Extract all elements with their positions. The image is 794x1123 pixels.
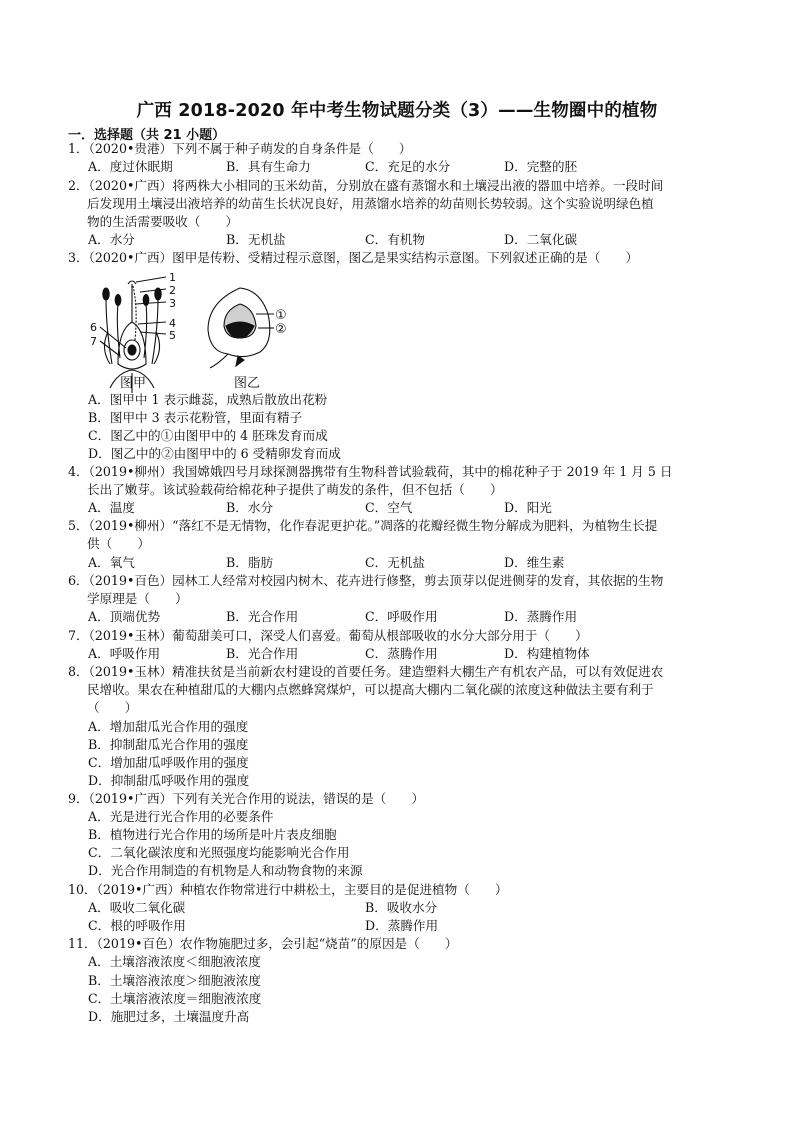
fruit-label-1: ①: [275, 308, 287, 323]
question-9-option-c: C．二氧化碳浓度和光照强度均能影响光合作用: [88, 845, 350, 860]
question-3-figure: [88, 268, 318, 396]
question-3-option-d: D．图乙中的②由图甲中的 6 受精卵发育而成: [88, 446, 341, 461]
question-10-stem: 10．（2019•广西）种植农作物常进行中耕松土，主要目的是促进植物（ ）: [68, 882, 508, 897]
question-7-option-c: C．蒸腾作用: [365, 646, 438, 661]
flower-label-6: 6: [90, 321, 97, 334]
question-5-option-b: B．脂肪: [226, 555, 274, 570]
question-9-option-a: A．光是进行光合作用的必要条件: [88, 809, 274, 824]
figure-label-yi: 图乙: [234, 376, 261, 391]
question-4-option-a: A．温度: [88, 500, 135, 515]
question-9-option-b: B．植物进行光合作用的场所是叶片表皮细胞: [88, 827, 337, 842]
question-4-option-b: B．水分: [226, 500, 274, 515]
question-11-option-a: A．土壤溶液浓度＜细胞液浓度: [88, 954, 261, 969]
question-8-option-b: B．抑制甜瓜光合作用的强度: [88, 737, 249, 752]
question-8-stem-line3: （ ）: [87, 700, 138, 715]
question-2-stem: 2．（2020•广西）将两株大小相同的玉米幼苗，分别放在盛有蒸馏水和土壤浸出液的器皿中培养。一段时间: [68, 178, 664, 193]
question-11-option-b: B．土壤溶液浓度＞细胞液浓度: [88, 973, 261, 988]
question-5-option-a: A．氧气: [88, 555, 135, 570]
question-3-stem: 3．（2020•广西）图甲是传粉、受精过程示意图，图乙是果实结构示意图。下列叙述正确的是（ ）: [68, 250, 639, 265]
question-11-option-c: C．土壤溶液浓度＝细胞液浓度: [88, 991, 262, 1006]
question-5-stem-line2: 供（ ）: [87, 536, 150, 551]
question-6-option-d: D．蒸腾作用: [504, 609, 578, 624]
question-3-option-a: A．图甲中 1 表示雌蕊，成熟后散放出花粉: [88, 392, 328, 407]
question-1-option-c: C．充足的水分: [365, 159, 451, 174]
question-7-option-d: D．构建植物体: [504, 646, 590, 661]
flower-label-4: 4: [169, 317, 176, 330]
question-1-option-d: D．完整的胚: [504, 159, 578, 174]
question-11-stem: 11．（2019•百色）农作物施肥过多，会引起“烧苗”的原因是（ ）: [68, 936, 458, 951]
question-9-stem: 9．（2019•广西）下列有关光合作用的说法，错误的是（ ）: [68, 791, 425, 806]
question-6-option-c: C．呼吸作用: [365, 609, 438, 624]
question-2-stem-line2: 后发现用土壤浸出液培养的幼苗生长状况良好，用蒸馏水培养的幼苗则长势较弱。这个实验说明绿色植: [87, 196, 654, 211]
question-3-option-c: C．图乙中的①由图甲中的 4 胚珠发育而成: [88, 428, 328, 443]
question-5-stem: 5．（2019•柳州）“落红不是无情物，化作春泥更护花。”凋落的花瓣经微生物分解成为肥料，为植物生长提: [68, 518, 658, 533]
question-1-stem: 1．（2020•贵港）下列不属于种子萌发的自身条件是（ ）: [68, 141, 412, 156]
question-10-option-d: D．蒸腾作用: [365, 918, 439, 933]
flower-label-7: 7: [90, 335, 97, 348]
question-8-option-d: D．抑制甜瓜呼吸作用的强度: [88, 773, 250, 788]
question-2-option-d: D．二氧化碳: [504, 232, 578, 247]
flower-label-1: 1: [169, 271, 176, 284]
question-1-option-a: A．度过休眠期: [88, 159, 173, 174]
question-2-stem-line3: 物的生活需要吸收（ ）: [87, 214, 239, 229]
question-6-stem: 6．（2019•百色）园林工人经常对校园内树木、花卉进行修整，剪去顶芽以促进侧芽的发育，其依据的生物: [68, 573, 664, 588]
page-title: 广西 2018-2020 年中考生物试题分类（3）——生物圈中的植物: [136, 101, 658, 121]
question-7-stem: 7．（2019•玉林）葡萄甜美可口，深受人们喜爱。葡萄从根部吸收的水分大部分用于（ ）: [68, 628, 588, 643]
fruit-label-2: ②: [275, 322, 287, 337]
question-8-option-c: C．增加甜瓜呼吸作用的强度: [88, 755, 249, 770]
question-6-option-b: B．光合作用: [226, 609, 299, 624]
flower-label-5: 5: [169, 329, 176, 342]
question-5-option-c: C．无机盐: [365, 555, 426, 570]
question-8-stem-line2: 民增收。果农在种植甜瓜的大棚内点燃蜂窝煤炉，可以提高大棚内二氧化碳的浓度这种做法主要有利于: [87, 682, 654, 697]
question-11-option-d: D．施肥过多，土壤温度升高: [88, 1009, 250, 1024]
question-8-option-a: A．增加甜瓜光合作用的强度: [88, 719, 249, 734]
question-2-option-a: A．水分: [88, 232, 135, 247]
flower-part-labels: [90, 271, 176, 348]
fruit-diagram: [208, 288, 274, 368]
question-4-option-d: D．阳光: [504, 500, 552, 515]
question-7-option-a: A．呼吸作用: [88, 646, 161, 661]
question-9-option-d: D．光合作用制造的有机物是人和动物食物的来源: [88, 863, 363, 878]
question-2-option-b: B．无机盐: [226, 232, 286, 247]
question-4-stem: 4．（2019•柳州）我国嫦娥四号月球探测器携带有生物科普试验载荷，其中的棉花种子于 2019 年 1 月 5 日: [68, 464, 673, 479]
question-2-option-c: C．有机物: [365, 232, 426, 247]
question-4-stem-line2: 长出了嫩芽。该试验载荷给棉花种子提供了萌发的条件，但不包括（ ）: [87, 482, 503, 497]
question-8-stem: 8．（2019•玉林）精准扶贫是当前新农村建设的首要任务。建造塑料大棚生产有机农产品，可以有效促进农: [68, 664, 664, 679]
question-10-option-a: A．吸收二氧化碳: [88, 900, 186, 915]
question-6-stem-line2: 学原理是（ ）: [87, 591, 188, 606]
question-1-option-b: B．具有生命力: [226, 159, 311, 174]
question-4-option-c: C．空气: [365, 500, 413, 515]
question-5-option-d: D．维生素: [504, 555, 565, 570]
question-10-option-b: B．吸收水分: [365, 900, 438, 915]
question-6-option-a: A．顶端优势: [88, 609, 161, 624]
figure-label-jia: 图甲: [120, 376, 147, 391]
fruit-part-labels: [275, 308, 287, 337]
question-7-option-b: B．光合作用: [226, 646, 299, 661]
flower-label-3: 3: [169, 297, 176, 310]
section-heading: 一．选择题（共 21 小题）: [68, 128, 226, 143]
question-10-option-c: C．根的呼吸作用: [88, 918, 186, 933]
flower-label-2: 2: [169, 284, 176, 297]
question-3-option-b: B．图甲中 3 表示花粉管，里面有精子: [88, 410, 303, 425]
